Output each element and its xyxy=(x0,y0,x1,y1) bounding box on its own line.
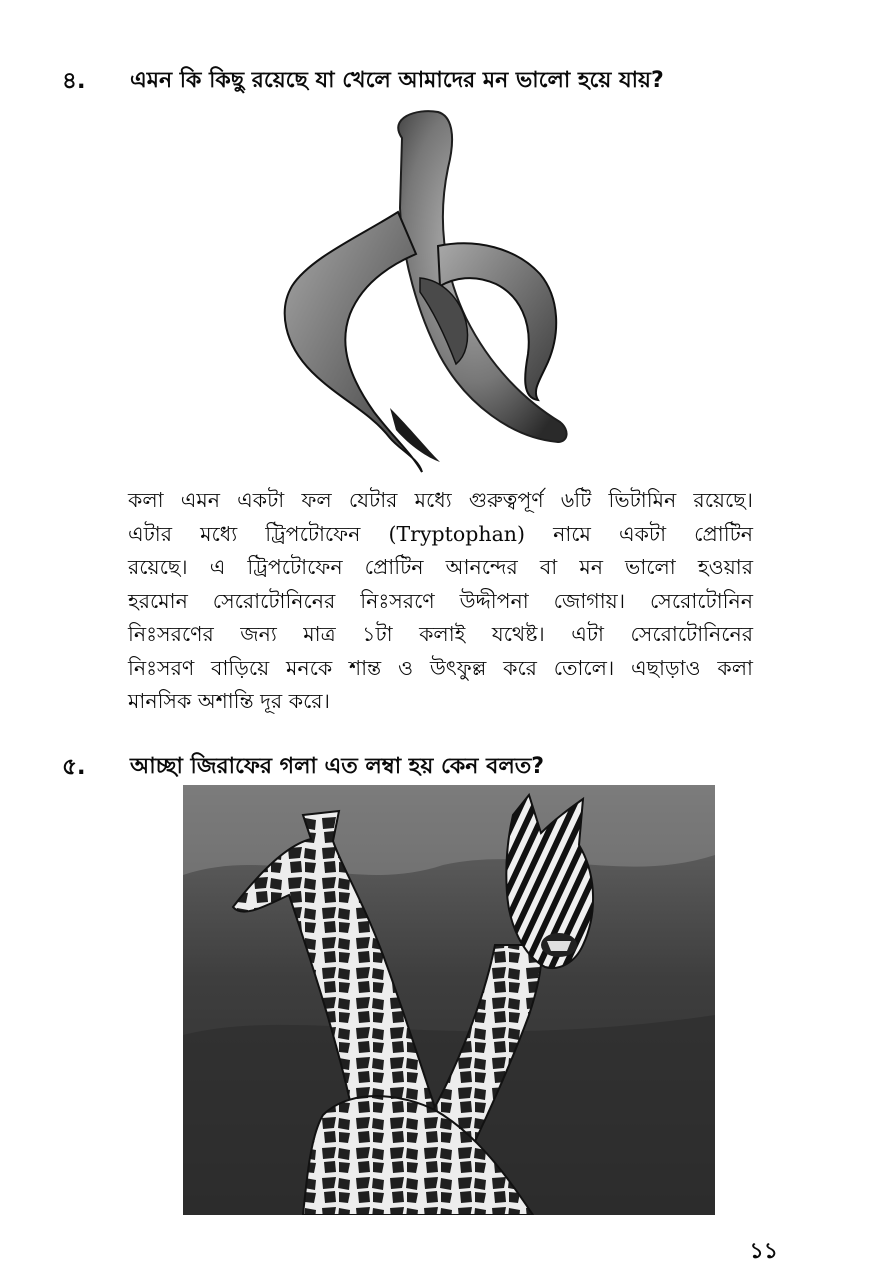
answer-paragraph xyxy=(128,484,753,719)
answer-line: নিঃসরণের জন্য মাত্র ১টা কলাই যথেষ্ট। এটা সেরোটোনিনের xyxy=(128,622,753,646)
question-5-number: ৫. xyxy=(62,754,86,780)
answer-line: এটার মধ্যে ট্রিপটোফেন (Tryptophan) নামে একটা প্রোটিন xyxy=(128,521,753,546)
answer-line: হরমোন সেরোটোনিনের নিঃসরণে উদ্দীপনা জোগায়। সেরোটোনিন xyxy=(128,588,753,613)
banana-photo xyxy=(270,108,580,480)
answer-line: নিঃসরণ বাড়িয়ে মনকে শান্ত ও উৎফুল্ল করে তোলে। এছাড়াও কলা xyxy=(128,655,753,680)
answer-line: রয়েছে। এ ট্রিপটোফেন প্রোটিন আনন্দের বা মন ভালো হওয়ার xyxy=(128,555,753,579)
answer-line: মানসিক অশান্তি দূর করে। xyxy=(128,689,330,713)
giraffe-zebra-photo xyxy=(183,785,715,1215)
question-4-number: ৪. xyxy=(62,68,86,94)
question-4-text: এমন কি কিছু রয়েছে যা খেলে আমাদের মন ভালো হয়ে যায়? xyxy=(130,68,664,93)
page-number: ১১ xyxy=(749,1239,778,1264)
answer-line: কলা এমন একটা ফল যেটার মধ্যে গুরুত্বপূর্ণ ৬টি ভিটামিন রয়েছে। xyxy=(128,488,753,512)
question-5-text: আচ্ছা জিরাফের গলা এত লম্বা হয় কেন বলত? xyxy=(130,754,544,779)
